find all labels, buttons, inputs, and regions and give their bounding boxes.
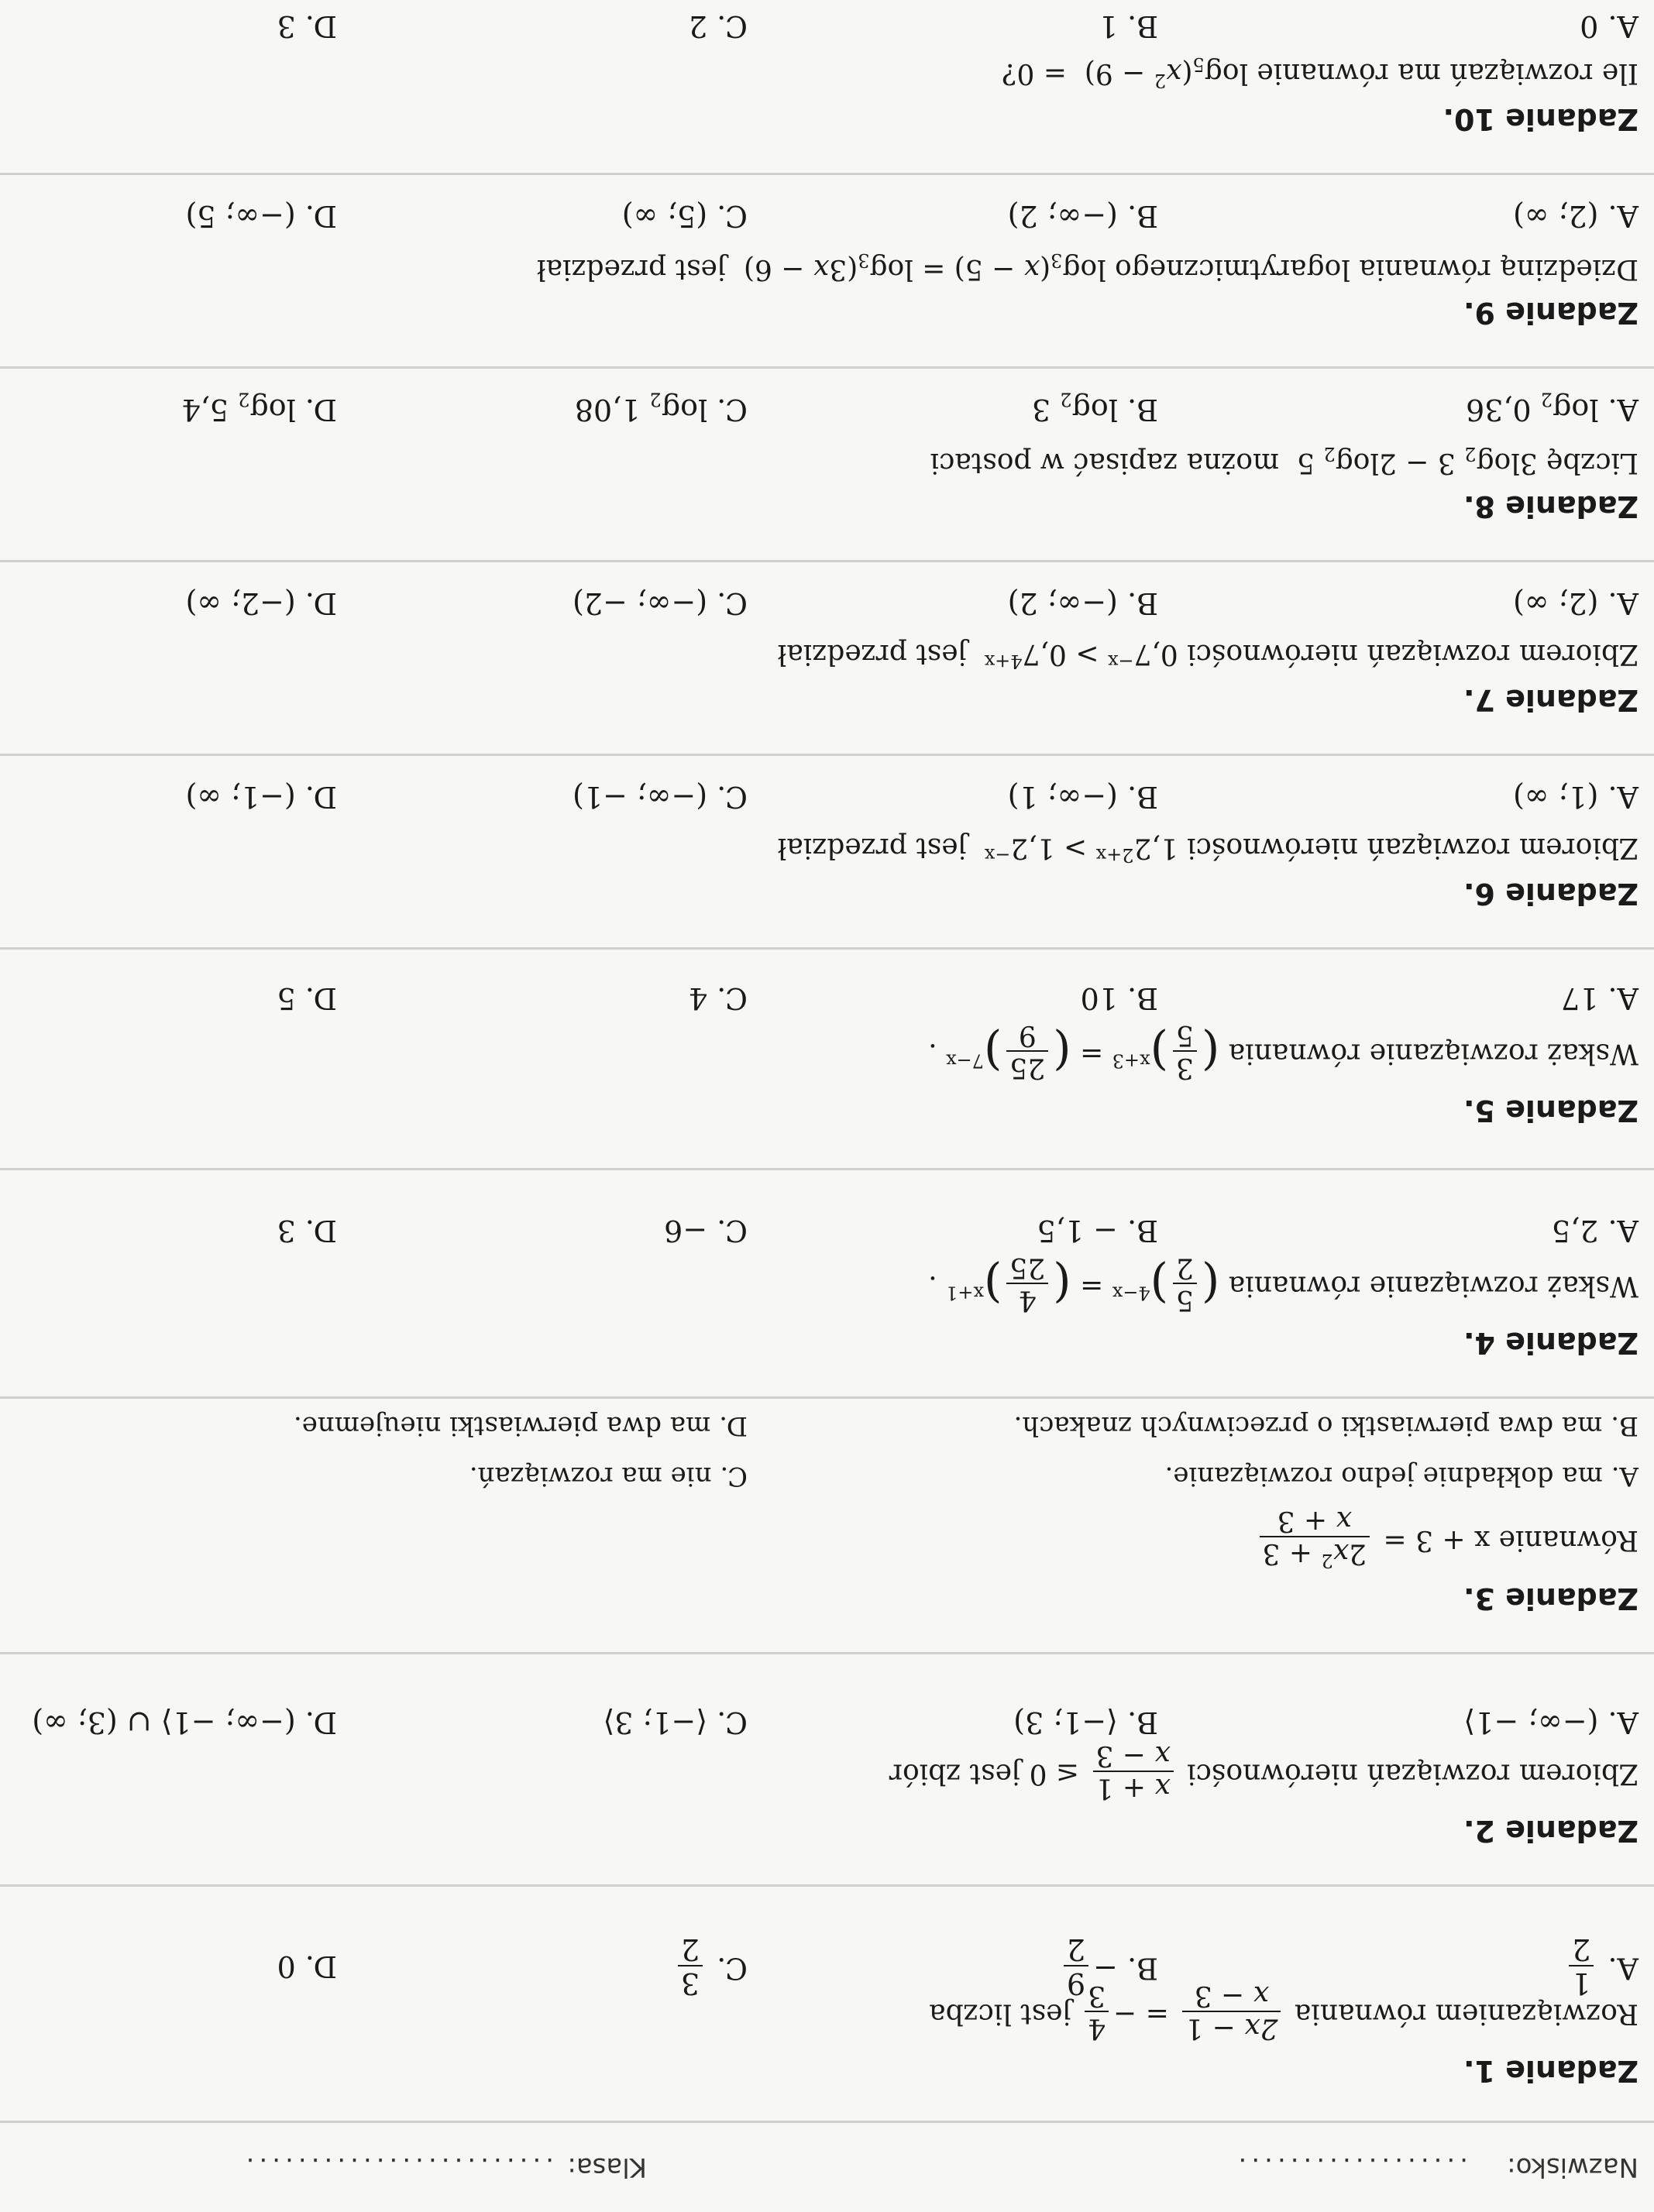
option-d[interactable]: D. (−1; ∞) bbox=[185, 780, 337, 814]
option-d[interactable]: D. (−2; ∞) bbox=[185, 586, 337, 620]
option-a[interactable]: A. 17 bbox=[1561, 981, 1639, 1015]
task-question: Wskaż rozwiązanie równania ( 3 5 )$^{x+3}$ = ( 25 9 )$^{7-x}$ . bbox=[928, 1019, 1639, 1084]
option-b[interactable]: B. (−∞; 2) bbox=[1007, 199, 1158, 233]
task-title: Zadanie 5. bbox=[1463, 1094, 1639, 1128]
option-a[interactable]: A. (1; ∞) bbox=[1513, 780, 1639, 814]
option-c[interactable]: C. 2 bbox=[688, 9, 748, 43]
option-b[interactable]: B. 1 bbox=[1099, 9, 1158, 43]
task-title: Zadanie 8. bbox=[1463, 489, 1639, 524]
task-question: Liczbę $3\log_2$ $3 - 2\log_2$ 5 można zapisać w postaci bbox=[930, 442, 1639, 479]
divider bbox=[0, 1652, 1654, 1654]
task-question: Rozwiązaniem równania 2x − 1 x − 3 = − 4 3 jest liczba bbox=[929, 1980, 1639, 2044]
task-title: Zadanie 2. bbox=[1463, 1814, 1639, 1848]
divider bbox=[0, 947, 1654, 950]
task-3 bbox=[0, 1407, 1654, 1616]
task-question: Równanie x + 3 = $2x^2 + 3$ x + 3 bbox=[1255, 1506, 1639, 1571]
task-title: Zadanie 3. bbox=[1463, 1582, 1639, 1616]
task-8 bbox=[0, 384, 1654, 524]
task-question: Zbiorem rozwiązań nierówności $0,7^{-x} > 0,7^{4+x}$ jest przedział bbox=[777, 638, 1639, 672]
option-a[interactable]: A. (2; ∞) bbox=[1513, 199, 1639, 233]
option-d[interactable]: D. ma dwa pierwiastki nieujemne. bbox=[293, 1410, 748, 1441]
task-2 bbox=[0, 1685, 1654, 1848]
header bbox=[0, 2127, 1654, 2212]
option-c[interactable]: C. $\log_2 1,08$ bbox=[574, 388, 748, 427]
option-b[interactable]: B. (−∞; 1) bbox=[1007, 780, 1158, 814]
option-d[interactable]: D. (−∞; −1⟩ ∪ (3; ∞) bbox=[32, 1705, 337, 1740]
option-c[interactable]: C. (−∞; −2) bbox=[573, 586, 748, 620]
task-10 bbox=[0, 5, 1654, 136]
option-b[interactable]: B. $\log_2 3$ bbox=[1032, 388, 1158, 427]
option-b[interactable]: B. ma dwa pierwiastki o przeciwnych znakach. bbox=[1013, 1410, 1639, 1441]
divider bbox=[0, 1884, 1654, 1887]
option-b[interactable]: B. − 9 2 bbox=[1059, 1932, 1158, 1999]
task-4 bbox=[0, 1214, 1654, 1360]
class-label: Klasa: bbox=[567, 2152, 647, 2183]
option-c[interactable]: C. 4 bbox=[688, 981, 748, 1015]
class-field: ........................ bbox=[241, 2152, 554, 2183]
option-a[interactable]: A. 0 bbox=[1580, 9, 1639, 43]
task-title: Zadanie 1. bbox=[1463, 2054, 1639, 2088]
option-b[interactable]: B. ⟨−1; 3) bbox=[1013, 1705, 1158, 1740]
option-a[interactable]: A. $\log_2 0,36$ bbox=[1466, 388, 1639, 427]
option-a[interactable]: A. (−∞; −1⟩ bbox=[1463, 1705, 1639, 1740]
task-question: Zbiorem rozwiązań nierówności $1,2^{2+x} > 1,2^{-x}$ jest przedział bbox=[777, 832, 1639, 866]
option-a[interactable]: A. ma dokładnie jedno rozwiązanie. bbox=[1164, 1461, 1639, 1492]
task-title: Zadanie 6. bbox=[1463, 877, 1639, 911]
surname-label: Nazwisko: bbox=[1507, 2152, 1639, 2183]
task-6 bbox=[0, 771, 1654, 911]
task-question: Wskaż rozwiązanie równania ( 5 2 )$^{4-x}$ = ( 4 25 )$^{x+1}$ . bbox=[928, 1252, 1639, 1316]
task-1 bbox=[0, 1925, 1654, 2088]
option-b[interactable]: B. (−∞; 2) bbox=[1007, 586, 1158, 620]
task-title: Zadanie 7. bbox=[1463, 683, 1639, 717]
option-d[interactable]: D. (−∞; 5) bbox=[185, 199, 337, 233]
task-question: Ile rozwiązań ma równanie $\log_5(x^2 - 9) = 0$? bbox=[1002, 53, 1639, 91]
option-d[interactable]: D. 0 bbox=[277, 1949, 337, 1984]
question-text: jest liczba bbox=[929, 1997, 1071, 2030]
option-c[interactable]: C. (−∞; −1) bbox=[573, 780, 748, 814]
task-7 bbox=[0, 578, 1654, 717]
divider bbox=[0, 560, 1654, 562]
option-b[interactable]: B. 10 bbox=[1080, 981, 1158, 1015]
divider bbox=[0, 1396, 1654, 1399]
option-c[interactable]: C. (5; ∞) bbox=[621, 199, 748, 233]
option-c[interactable]: C. ⟨−1; 3⟩ bbox=[603, 1705, 748, 1740]
option-c[interactable]: C. nie ma rozwiązań. bbox=[469, 1461, 748, 1492]
option-b[interactable]: B. − 1,5 bbox=[1037, 1214, 1158, 1248]
surname-field: .................. bbox=[1233, 2152, 1468, 2183]
task-5 bbox=[0, 981, 1654, 1128]
task-title: Zadanie 4. bbox=[1463, 1326, 1639, 1360]
divider bbox=[0, 366, 1654, 369]
option-d[interactable]: D. $\log_2 5,4$ bbox=[181, 388, 337, 427]
task-question: Zbiorem rozwiązań nierówności x + 1 x − 3 ≤ 0 jest zbiór bbox=[889, 1740, 1639, 1804]
option-a[interactable]: A. 2,5 bbox=[1551, 1214, 1639, 1248]
option-c[interactable]: C. 3 2 bbox=[673, 1932, 748, 1999]
task-question: Dziedziną równania logarytmicznego $\log_3(x - 5) = \log_3(3x - 6)$ jest przedział bbox=[536, 249, 1639, 285]
option-d[interactable]: D. 5 bbox=[277, 981, 337, 1015]
option-a[interactable]: A. 1 2 bbox=[1564, 1932, 1639, 1999]
divider bbox=[0, 2121, 1654, 2123]
divider bbox=[0, 173, 1654, 175]
option-a[interactable]: A. (2; ∞) bbox=[1513, 586, 1639, 620]
task-title: Zadanie 9. bbox=[1463, 296, 1639, 330]
divider bbox=[0, 754, 1654, 756]
task-title: Zadanie 10. bbox=[1443, 102, 1639, 136]
divider bbox=[0, 1168, 1654, 1170]
option-d[interactable]: D. 3 bbox=[277, 1214, 337, 1248]
task-9 bbox=[0, 191, 1654, 330]
option-d[interactable]: D. 3 bbox=[277, 9, 337, 43]
option-c[interactable]: C. −6 bbox=[664, 1214, 748, 1248]
question-text: Rozwiązaniem równania bbox=[1294, 1997, 1639, 2030]
